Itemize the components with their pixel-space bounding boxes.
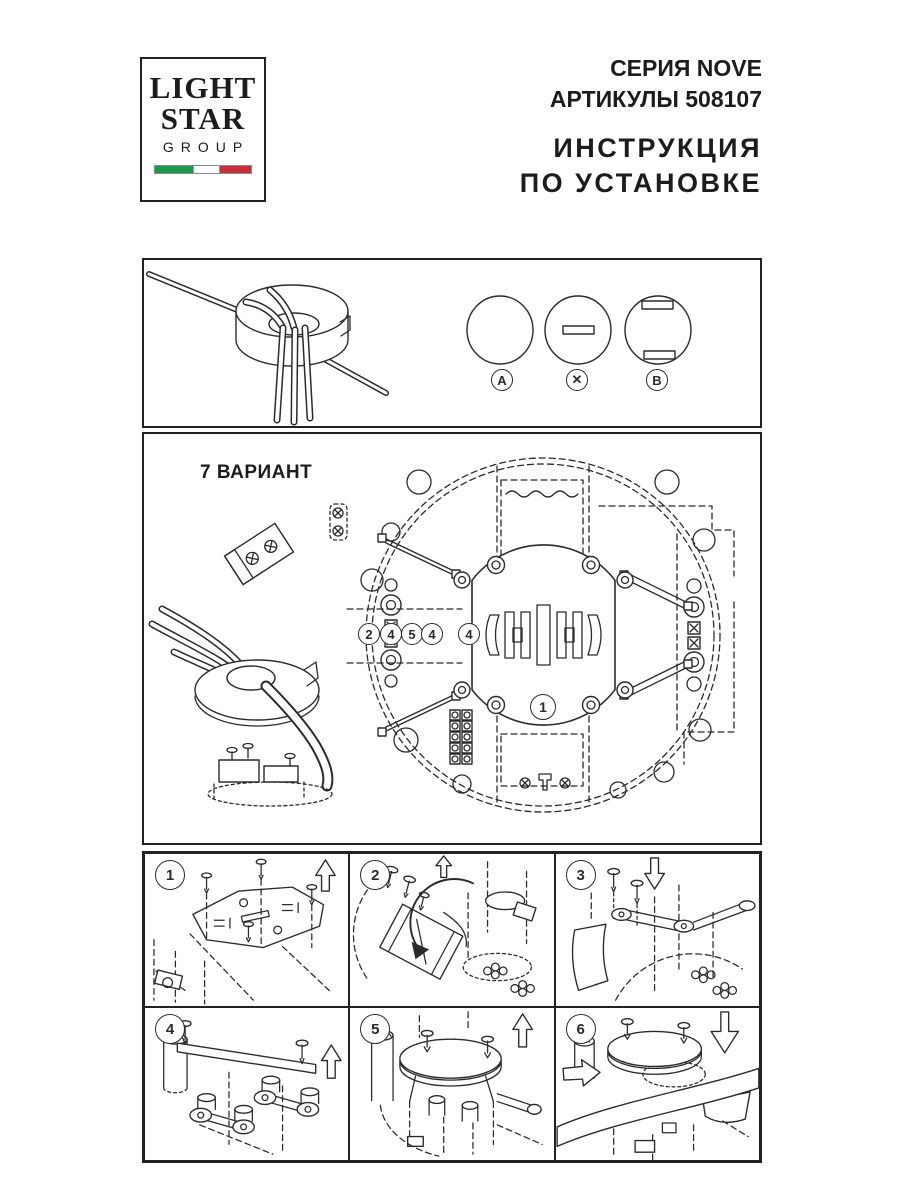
articles-title: АРТИКУЛЫ 508107	[549, 86, 762, 112]
italian-flag-icon	[154, 165, 252, 174]
connector-label-a-text: A	[497, 372, 507, 388]
double-slot-cup-icon	[625, 296, 691, 364]
connector-label-x	[566, 369, 588, 391]
down-arrow-icon	[711, 1012, 738, 1053]
instruction-title-line2: ПО УСТАНОВКЕ	[519, 168, 762, 198]
up-arrow-icon	[436, 856, 452, 877]
callout-4b	[421, 623, 443, 645]
canopy-wiring-drawing	[144, 260, 760, 426]
step-6-number	[566, 1014, 596, 1044]
single-slot-cup-icon	[545, 296, 611, 364]
step-1-number-text: 1	[165, 866, 175, 884]
lightstar-logo	[140, 57, 266, 202]
screw-icon	[256, 859, 266, 879]
up-arrow-icon	[322, 1045, 341, 1078]
down-arrow-icon	[645, 858, 664, 889]
callout-4c-text: 4	[465, 626, 473, 642]
screw-icon	[631, 880, 643, 903]
step-4-number	[155, 1014, 185, 1044]
screw-icon	[285, 754, 295, 767]
mounting-plate-diagram	[144, 434, 760, 843]
screw-cluster	[511, 981, 534, 997]
callout-5	[401, 623, 423, 645]
connector-label-x-text: ✕	[571, 372, 583, 387]
lower-bracket-left	[190, 1094, 254, 1134]
logo-word-group: GROUP	[162, 139, 250, 155]
plain-cup-icon	[467, 296, 533, 364]
step-2-number-text: 2	[371, 866, 380, 884]
right-standoff-posts	[684, 579, 704, 691]
callout-4a-text: 4	[387, 626, 395, 642]
callout-1	[530, 694, 556, 720]
step-panel-2	[349, 853, 554, 1007]
screw-icon	[296, 1040, 308, 1063]
terminal-component	[225, 523, 294, 584]
logo-word-star: STAR	[160, 101, 246, 136]
header-titles	[520, 53, 762, 201]
installation-steps-grid	[142, 851, 762, 1163]
canopy-wiring-detail	[152, 609, 332, 806]
terminal-strip	[450, 710, 472, 764]
screw-cluster	[691, 967, 714, 983]
step-6-number-text: 6	[576, 1020, 585, 1038]
callout-4b-text: 4	[428, 626, 436, 642]
callout-5-text: 5	[408, 626, 416, 642]
cover-plate	[572, 924, 607, 990]
screw-icon	[227, 748, 237, 761]
step-panel-6	[555, 1007, 760, 1161]
step-3-number	[566, 860, 596, 890]
up-arrow-icon	[513, 1014, 532, 1047]
mounting-strap	[611, 901, 754, 932]
instruction-title-line1: ИНСТРУКЦИЯ	[553, 133, 762, 163]
slot-bracket	[330, 504, 347, 540]
callout-4c	[458, 623, 480, 645]
logo-word-light: LIGHT	[149, 70, 257, 105]
step-3-number-text: 3	[576, 866, 585, 884]
callout-2	[358, 623, 380, 645]
step-panel-1	[144, 853, 349, 1007]
driver-bracket	[380, 904, 463, 979]
step-4-number-text: 4	[165, 1020, 175, 1038]
step-panel-5	[349, 1007, 554, 1161]
callout-4a	[380, 623, 402, 645]
lower-bracket-right	[254, 1076, 318, 1116]
step-panel-3	[555, 853, 760, 1007]
up-arrow-icon	[316, 860, 335, 891]
callout-1-text: 1	[539, 699, 547, 715]
variant-7-panel	[142, 432, 762, 845]
step-1-number	[155, 860, 185, 890]
screw-icon	[400, 875, 417, 899]
step-panel-4	[144, 1007, 349, 1161]
screw-cluster	[484, 963, 507, 979]
series-title: СЕРИЯ NOVE	[610, 55, 762, 81]
screw-cluster	[713, 983, 736, 999]
step-5-number-text: 5	[371, 1020, 380, 1038]
connector-label-b	[646, 369, 668, 391]
canopy-hardware-panel	[142, 258, 762, 428]
screw-icon	[243, 744, 253, 759]
round-plate	[607, 1019, 701, 1075]
callout-2-text: 2	[365, 626, 373, 642]
mounting-plate	[193, 887, 324, 947]
connector-label-a	[491, 369, 513, 391]
connector-label-b-text: B	[652, 372, 662, 388]
screw-icon	[202, 873, 212, 893]
cross-bar	[177, 1021, 315, 1074]
screw-icon	[607, 869, 619, 892]
screw-icon	[416, 891, 430, 911]
variant-heading: 7 ВАРИАНТ	[200, 462, 313, 483]
